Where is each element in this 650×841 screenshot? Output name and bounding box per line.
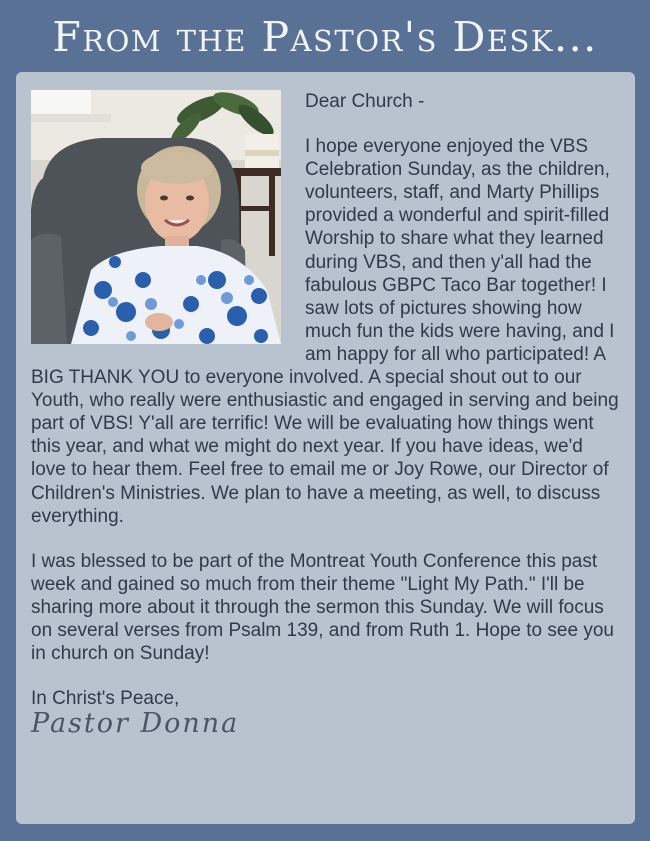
pastor-photo <box>31 90 281 344</box>
signature: Pastor Donna <box>31 708 240 740</box>
paragraph-1: I hope everyone enjoyed the VBS Celebration Sunday, as the children, volunteers, staff, and Marty Phillips provided a wonderful and spirit-filled Worship to share what they learned during VBS, and then y'all had the fabulous GBPC Taco Bar together! I saw lots of pictures showing how much fun the kids were having, and I am happy for all who participated! A BIG THANK YOU to everyone involved. A special shout out to our Youth, who really were enthusiastic and engaged in serving and being part of VBS! Y'all are terrific! We will be evaluating how things went this year, and what we might do next year. If you have ideas, we'd love to hear them. Feel free to email me or Joy Rowe, our Director of Children's Ministries. We plan to have a meeting, as well, to discuss everything. <box>31 136 619 527</box>
paragraph-2: I was blessed to be part of the Montreat Youth Conference this past week and gained so much from their theme "Light My Path." I'll be sharing more about it through the sermon this Sunday. We will focus on several verses from Psalm 139, and from Ruth 1. Hope to see you in church on Sunday! <box>31 550 614 665</box>
closing: In Christ's Peace, <box>31 688 180 710</box>
letter-card <box>16 72 635 824</box>
salutation: Dear Church - <box>305 91 425 112</box>
page-title: From the Pastor's Desk... <box>52 13 598 61</box>
